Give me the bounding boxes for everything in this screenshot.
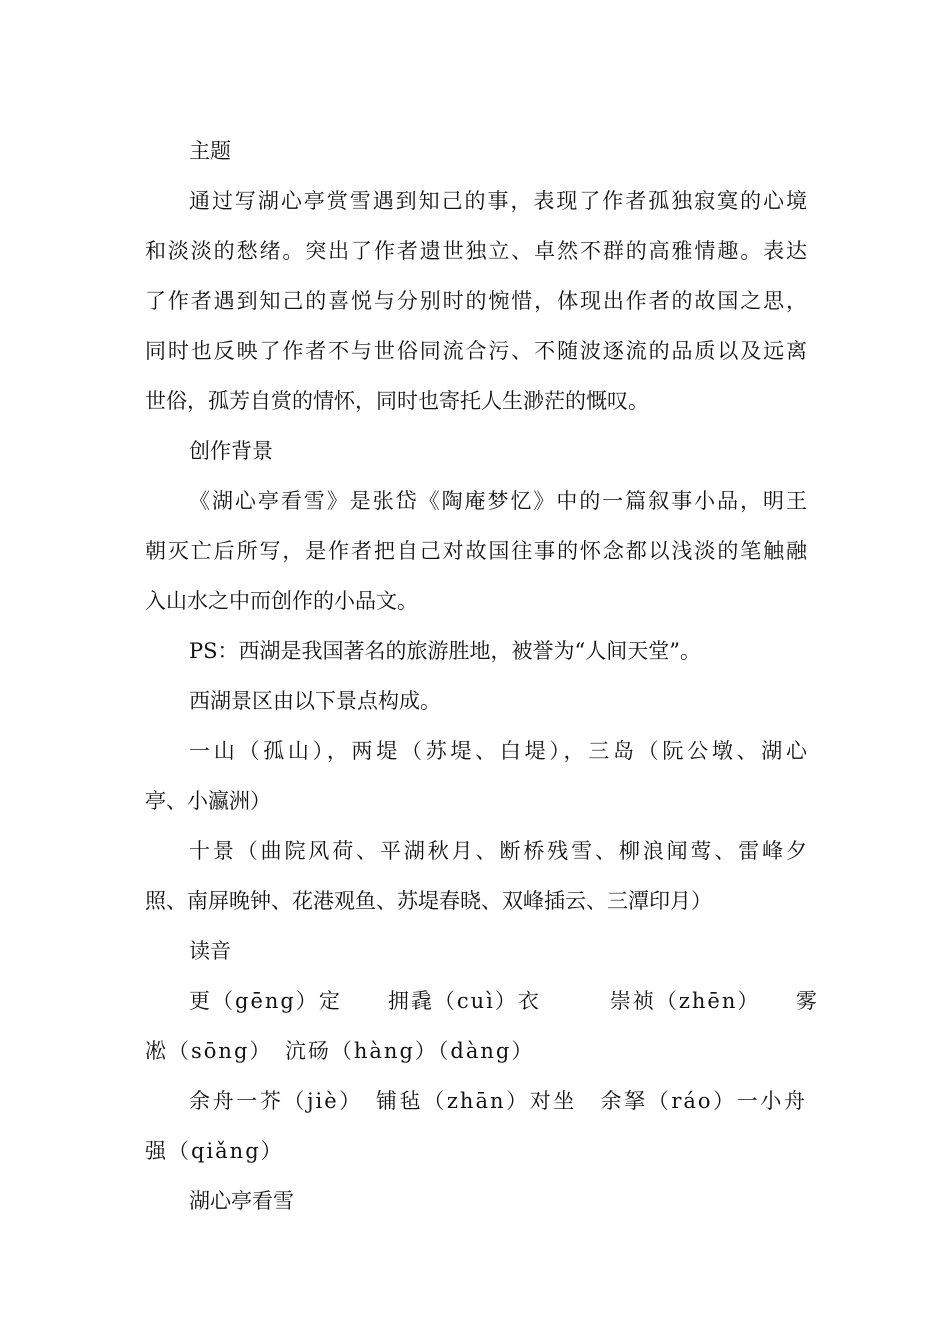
pronunciation-line: 强（qiǎng） [145,1139,284,1163]
paragraph-line: PS：西湖是我国著名的旅游胜地，被誉为“人间天堂”。 [189,639,701,663]
paragraph-line: 了作者遇到知己的喜悦与分别时的惋惜，体现出作者的故国之思， [145,289,807,313]
paragraph-line: 《湖心亭看雪》是张岱《陶庵梦忆》中的一篇叙事小品，明王 [189,489,807,513]
paragraph-line: 同时也反映了作者不与世俗同流合污、不随波逐流的品质以及远离 [145,339,807,363]
paragraph-line: 十景（曲院风荷、平湖秋月、断桥残雪、柳浪闻莺、雷峰夕 [189,839,807,863]
heading-theme: 主题 [189,139,231,163]
paragraph-line: 朝灭亡后所写，是作者把自己对故国往事的怀念都以浅淡的笔触融 [145,539,807,563]
heading-title: 湖心亭看雪 [189,1189,294,1213]
paragraph-line: 亭、小瀛洲） [145,789,271,813]
heading-pronunciation: 读音 [189,939,231,963]
pronunciation-line: 余舟一芥（jiè） 铺毡（zhān）对坐 余拏（ráo）一小舟 [189,1089,807,1113]
paragraph-line: 通过写湖心亭赏雪遇到知己的事，表现了作者孤独寂寞的心境 [189,189,807,213]
heading-background: 创作背景 [189,439,273,463]
paragraph-line: 世俗，孤芳自赏的情怀，同时也寄托人生渺茫的慨叹。 [145,389,649,413]
pronunciation-line: 凇（sōng） 沆砀（hàng）（dàng） [145,1039,535,1063]
paragraph-line: 和淡淡的愁绪。突出了作者遗世独立、卓然不群的高雅情趣。表达 [145,239,807,263]
paragraph-line: 照、南屏晚钟、花港观鱼、苏堤春晓、双峰插云、三潭印月） [145,889,712,913]
paragraph-line: 入山水之中而创作的小品文。 [145,589,418,613]
paragraph-line: 西湖景区由以下景点构成。 [189,689,441,713]
pronunciation-line: 更（gēng）定 拥毳（cuì）衣 崇祯（zhēn） 雾 [189,989,819,1013]
paragraph-line: 一山（孤山），两堤（苏堤、白堤），三岛（阮公墩、湖心 [189,739,807,763]
